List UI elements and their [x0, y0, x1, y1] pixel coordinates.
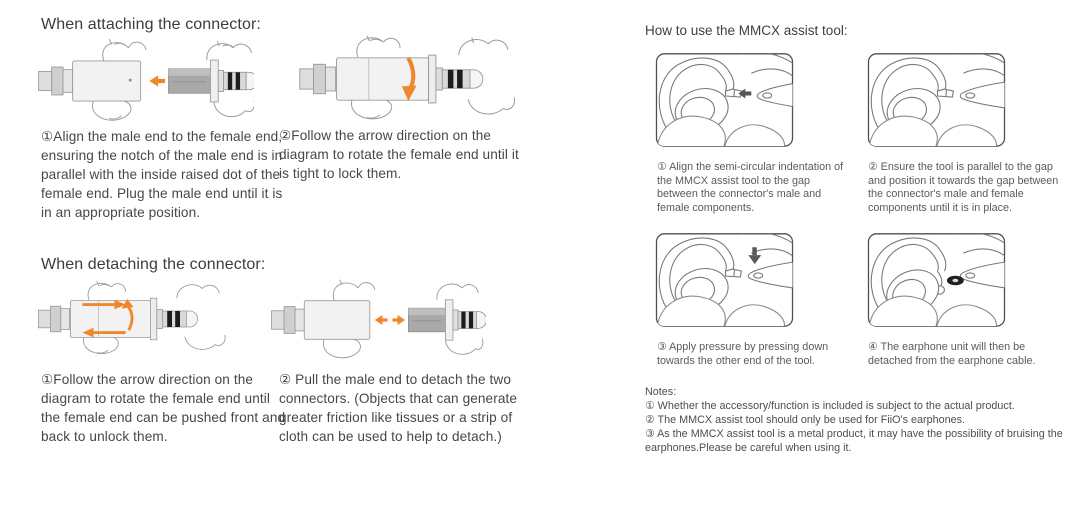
assist-step4-figure	[867, 232, 1006, 328]
note-item-1: ① Whether the accessory/function is included is subject to the actual product.	[645, 400, 1015, 412]
detach-step2-caption: ② Pull the male end to detach the two connectors. (Objects that can generate greater friction like tissues or a strip of cloth can be used to help to detach.)	[279, 372, 518, 444]
arrow-left-icon	[149, 75, 165, 86]
connector-unlock-illustration	[36, 276, 236, 362]
detach-step2-figure	[262, 278, 486, 362]
assist-align-illustration	[655, 52, 794, 148]
note-item-3: ③ As the MMCX assist tool is a metal product, it may have the possibility of bruising the earphones.Please be careful when using it.	[645, 428, 1063, 454]
note-item-2: ② The MMCX assist tool should only be used for FiiO's earphones.	[645, 414, 966, 426]
assist-step4-caption: ④ The earphone unit will then be detached from the earphone cable.	[868, 341, 1036, 367]
detach-step1-caption: ①Follow the arrow direction on the diagram to rotate the female end until the female end can be pushed front and back to unlock them.	[41, 372, 286, 444]
assist-press-illustration	[655, 232, 794, 328]
attach-section-heading: When attaching the connector:	[41, 16, 261, 33]
pull-apart-arrows-icon	[375, 315, 405, 325]
connector-pull-apart-illustration	[262, 278, 486, 362]
assist-detached-illustration	[867, 232, 1006, 328]
attach-step2-caption: ②Follow the arrow direction on the diagram to rotate the female end until it is tight to lock them.	[279, 128, 519, 181]
connector-align-illustration	[36, 36, 254, 126]
connector-rotate-illustration	[296, 33, 528, 125]
mmcx-connector-ring-icon	[947, 276, 964, 286]
notes-heading: Notes:	[645, 386, 677, 398]
assist-step2-caption: ② Ensure the tool is parallel to the gap and position it towards the gap between the connector's male and female components until it is in place.	[868, 161, 1059, 214]
attach-step1-figure	[36, 36, 254, 126]
assist-step2-figure	[867, 52, 1006, 148]
notes-block	[645, 385, 1080, 455]
detach-section-heading: When detaching the connector:	[41, 256, 266, 273]
detach-step1-figure	[36, 276, 236, 362]
assist-parallel-illustration	[867, 52, 1006, 148]
assist-step1-figure	[655, 52, 794, 148]
assist-tool-heading: How to use the MMCX assist tool:	[645, 23, 848, 38]
attach-step1-caption: ①Align the male end to the female end, ensuring the notch of the male end is in parallel with the inside raised dot of the female end. Plug the male end until it is in an appropriate position.	[41, 129, 283, 220]
assist-step3-figure	[655, 232, 794, 328]
assist-step3-caption: ③ Apply pressure by pressing down towards the other end of the tool.	[657, 341, 829, 367]
attach-step2-figure	[296, 33, 528, 125]
assist-step1-caption: ① Align the semi-circular indentation of the MMCX assist tool to the gap between the connector's male and female components.	[657, 161, 844, 214]
